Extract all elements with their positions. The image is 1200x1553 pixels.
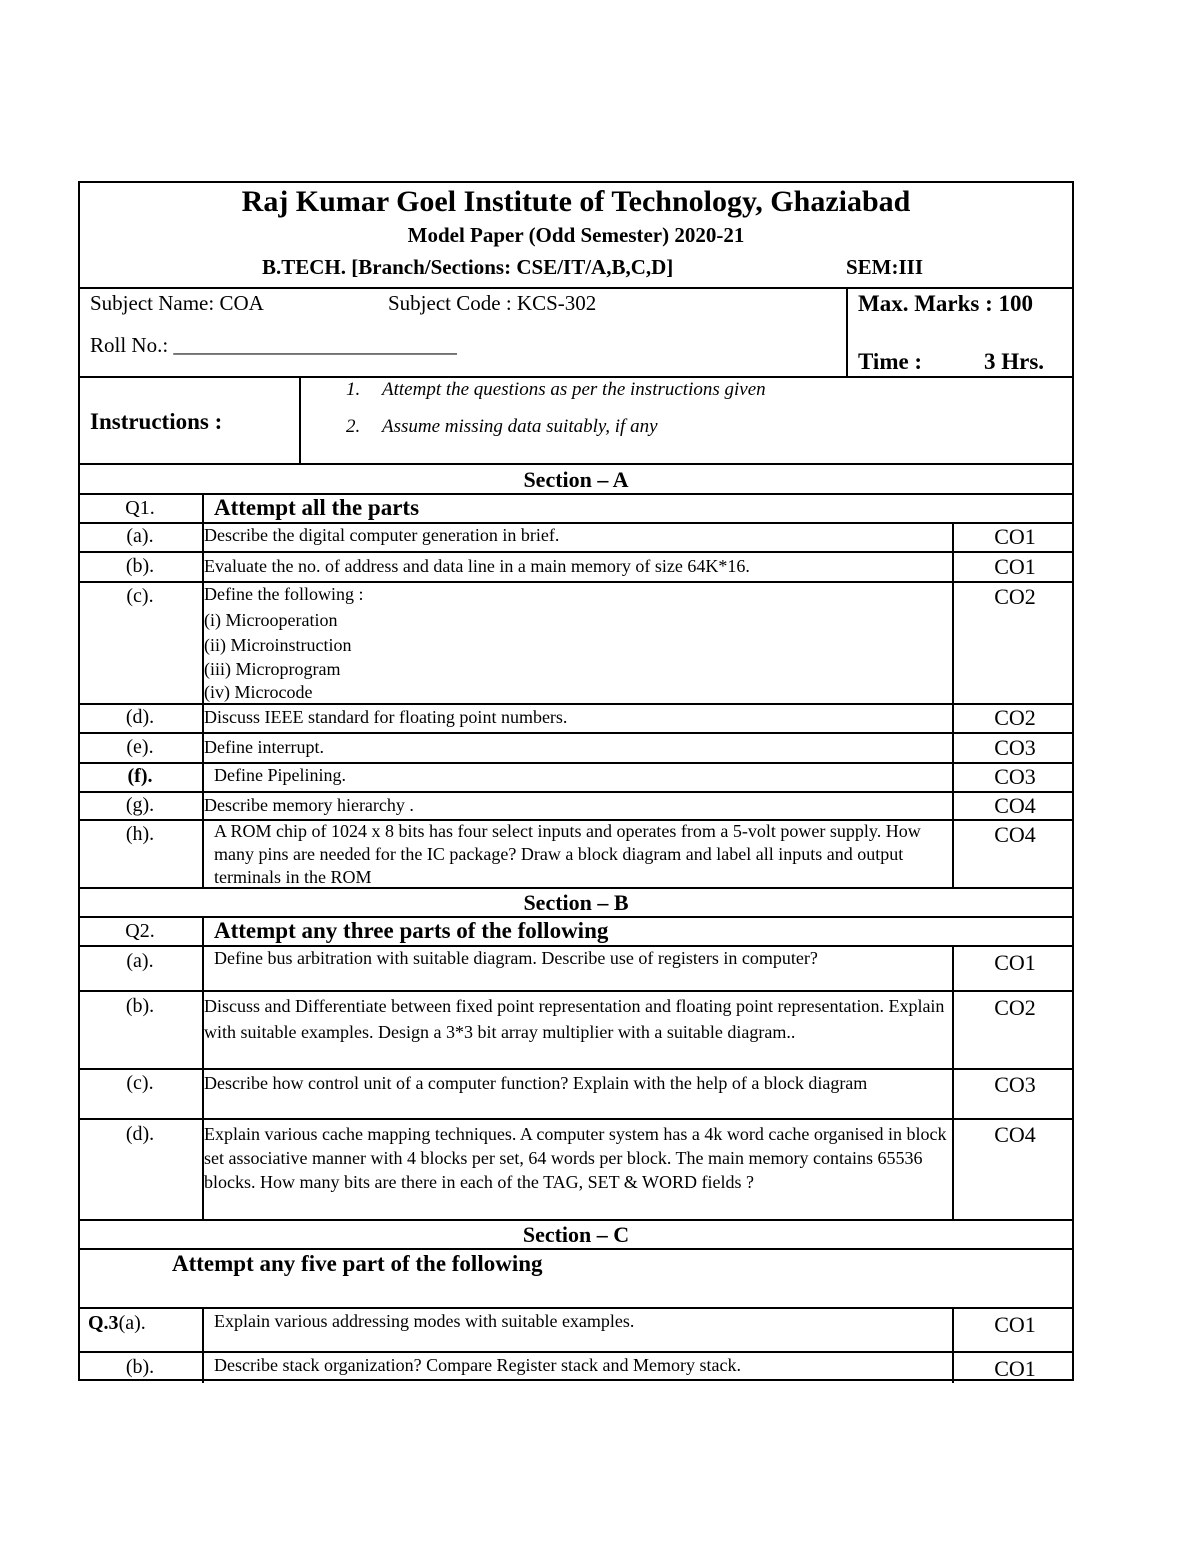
- q1h-co: CO4: [994, 822, 1036, 847]
- q1a-text: Describe the digital computer generation in brief.: [204, 525, 560, 545]
- q2d-co: CO4: [994, 1122, 1036, 1147]
- q1c-text: Define the following :: [204, 584, 364, 604]
- q2-number: Q2.: [125, 920, 155, 942]
- q3-number: Q.3: [88, 1312, 119, 1334]
- question-paper: [78, 181, 1074, 1381]
- q1e-label: (e).: [126, 736, 154, 758]
- q1b-text: Evaluate the no. of address and data line in a main memory of size 64K*16.: [204, 556, 750, 576]
- q1d-text: Discuss IEEE standard for floating point numbers.: [204, 707, 568, 727]
- q2b-label: (b).: [125, 995, 155, 1017]
- q1g-label: (g).: [125, 794, 155, 816]
- q1f-label: (f).: [127, 765, 153, 787]
- q2d-label: (d).: [125, 1123, 155, 1145]
- q1g-co: CO4: [994, 793, 1036, 818]
- max-marks: Max. Marks : 100: [858, 291, 1034, 316]
- q1c-sub-3: (iii) Microprogram: [204, 659, 341, 679]
- q1e-text: Define interrupt.: [204, 737, 324, 757]
- instruction-1: Attempt the questions as per the instructions given: [382, 379, 766, 400]
- q2a-label: (a).: [126, 950, 154, 972]
- instruction-1-num: 1.: [346, 379, 361, 400]
- q2a-text: Define bus arbitration with suitable diagram. Describe use of registers in computer?: [214, 948, 818, 968]
- q2c-label: (c).: [126, 1072, 154, 1094]
- time-value: 3 Hrs.: [984, 349, 1045, 374]
- subject-name: Subject Name: COA: [90, 291, 264, 315]
- q1f-text: Define Pipelining.: [214, 765, 346, 785]
- instruction-2-num: 2.: [346, 416, 361, 437]
- q2c-text: Describe how control unit of a computer function? Explain with the help of a block diagram: [204, 1073, 868, 1093]
- q2c-co: CO3: [994, 1072, 1036, 1097]
- q1f-co: CO3: [994, 764, 1036, 789]
- time-label: Time :: [858, 349, 923, 374]
- q1c-sub-1: (i) Microoperation: [204, 610, 338, 630]
- instruction-2: Assume missing data suitably, if any: [382, 416, 658, 437]
- q1d-co: CO2: [994, 705, 1036, 730]
- q1a-co: CO1: [994, 524, 1036, 549]
- section-b-title: Section – B: [523, 890, 629, 915]
- paper-title: Model Paper (Odd Semester) 2020-21: [407, 223, 745, 247]
- q3a-text: Explain various addressing modes with suitable examples.: [214, 1311, 635, 1331]
- q1h-text: A ROM chip of 1024 x 8 bits has four select inputs and operates from a 5-volt power supply. How many pins are needed for the IC package? Draw a block diagram and label all inputs and output terminals in the ROM: [214, 821, 921, 887]
- q1c-co: CO2: [994, 584, 1036, 609]
- q1g-text: Describe memory hierarchy .: [204, 795, 414, 815]
- q1a-label: (a).: [126, 525, 154, 547]
- q2a-co: CO1: [994, 950, 1036, 975]
- q2b-text: Discuss and Differentiate between fixed point representation and floating point representation. Explain with suitable examples. Design a 3*3 bit array multiplier with a suitable diagram..: [204, 996, 945, 1042]
- q1b-co: CO1: [994, 554, 1036, 579]
- semester: SEM:III: [846, 255, 924, 279]
- q1c-label: (c).: [126, 585, 154, 607]
- section-a-title: Section – A: [523, 467, 629, 492]
- q1-heading: Attempt all the parts: [214, 495, 420, 520]
- section-c-title: Section – C: [522, 1222, 630, 1247]
- q1c-sub-2: (ii) Microinstruction: [204, 635, 352, 655]
- q3a-co: CO1: [994, 1312, 1036, 1337]
- q3-heading: Attempt any five part of the following: [172, 1251, 543, 1276]
- subject-code: Subject Code : KCS-302: [388, 291, 597, 315]
- q1b-label: (b).: [125, 555, 155, 577]
- q1c-sub-4: (iv) Microcode: [204, 682, 313, 702]
- q3b-text: Describe stack organization? Compare Register stack and Memory stack.: [214, 1355, 741, 1375]
- q3b-label: (b).: [125, 1356, 155, 1378]
- q2b-co: CO2: [994, 995, 1036, 1020]
- q1d-label: (d).: [125, 706, 155, 728]
- program-line: B.TECH. [Branch/Sections: CSE/IT/A,B,C,D]: [262, 255, 674, 279]
- roll-number-field: Roll No.: ___________________________: [90, 333, 457, 357]
- q1h-label: (h).: [125, 823, 155, 845]
- q1e-co: CO3: [994, 735, 1036, 760]
- q2d-text: Explain various cache mapping techniques. A computer system has a 4k word cache organised in block set associative manner with 4 blocks per set, 64 words per block. The main memory contains 65536 blocks. How many bits are there in each of the TAG, SET & WORD fields ?: [204, 1124, 947, 1192]
- q3b-co: CO1: [994, 1356, 1036, 1381]
- q3a-label: (a).: [118, 1312, 146, 1334]
- q1-number: Q1.: [125, 497, 155, 519]
- q2-heading: Attempt any three parts of the following: [214, 918, 609, 943]
- institute-title: Raj Kumar Goel Institute of Technology, Ghaziabad: [241, 185, 911, 218]
- instructions-label: Instructions :: [90, 409, 223, 434]
